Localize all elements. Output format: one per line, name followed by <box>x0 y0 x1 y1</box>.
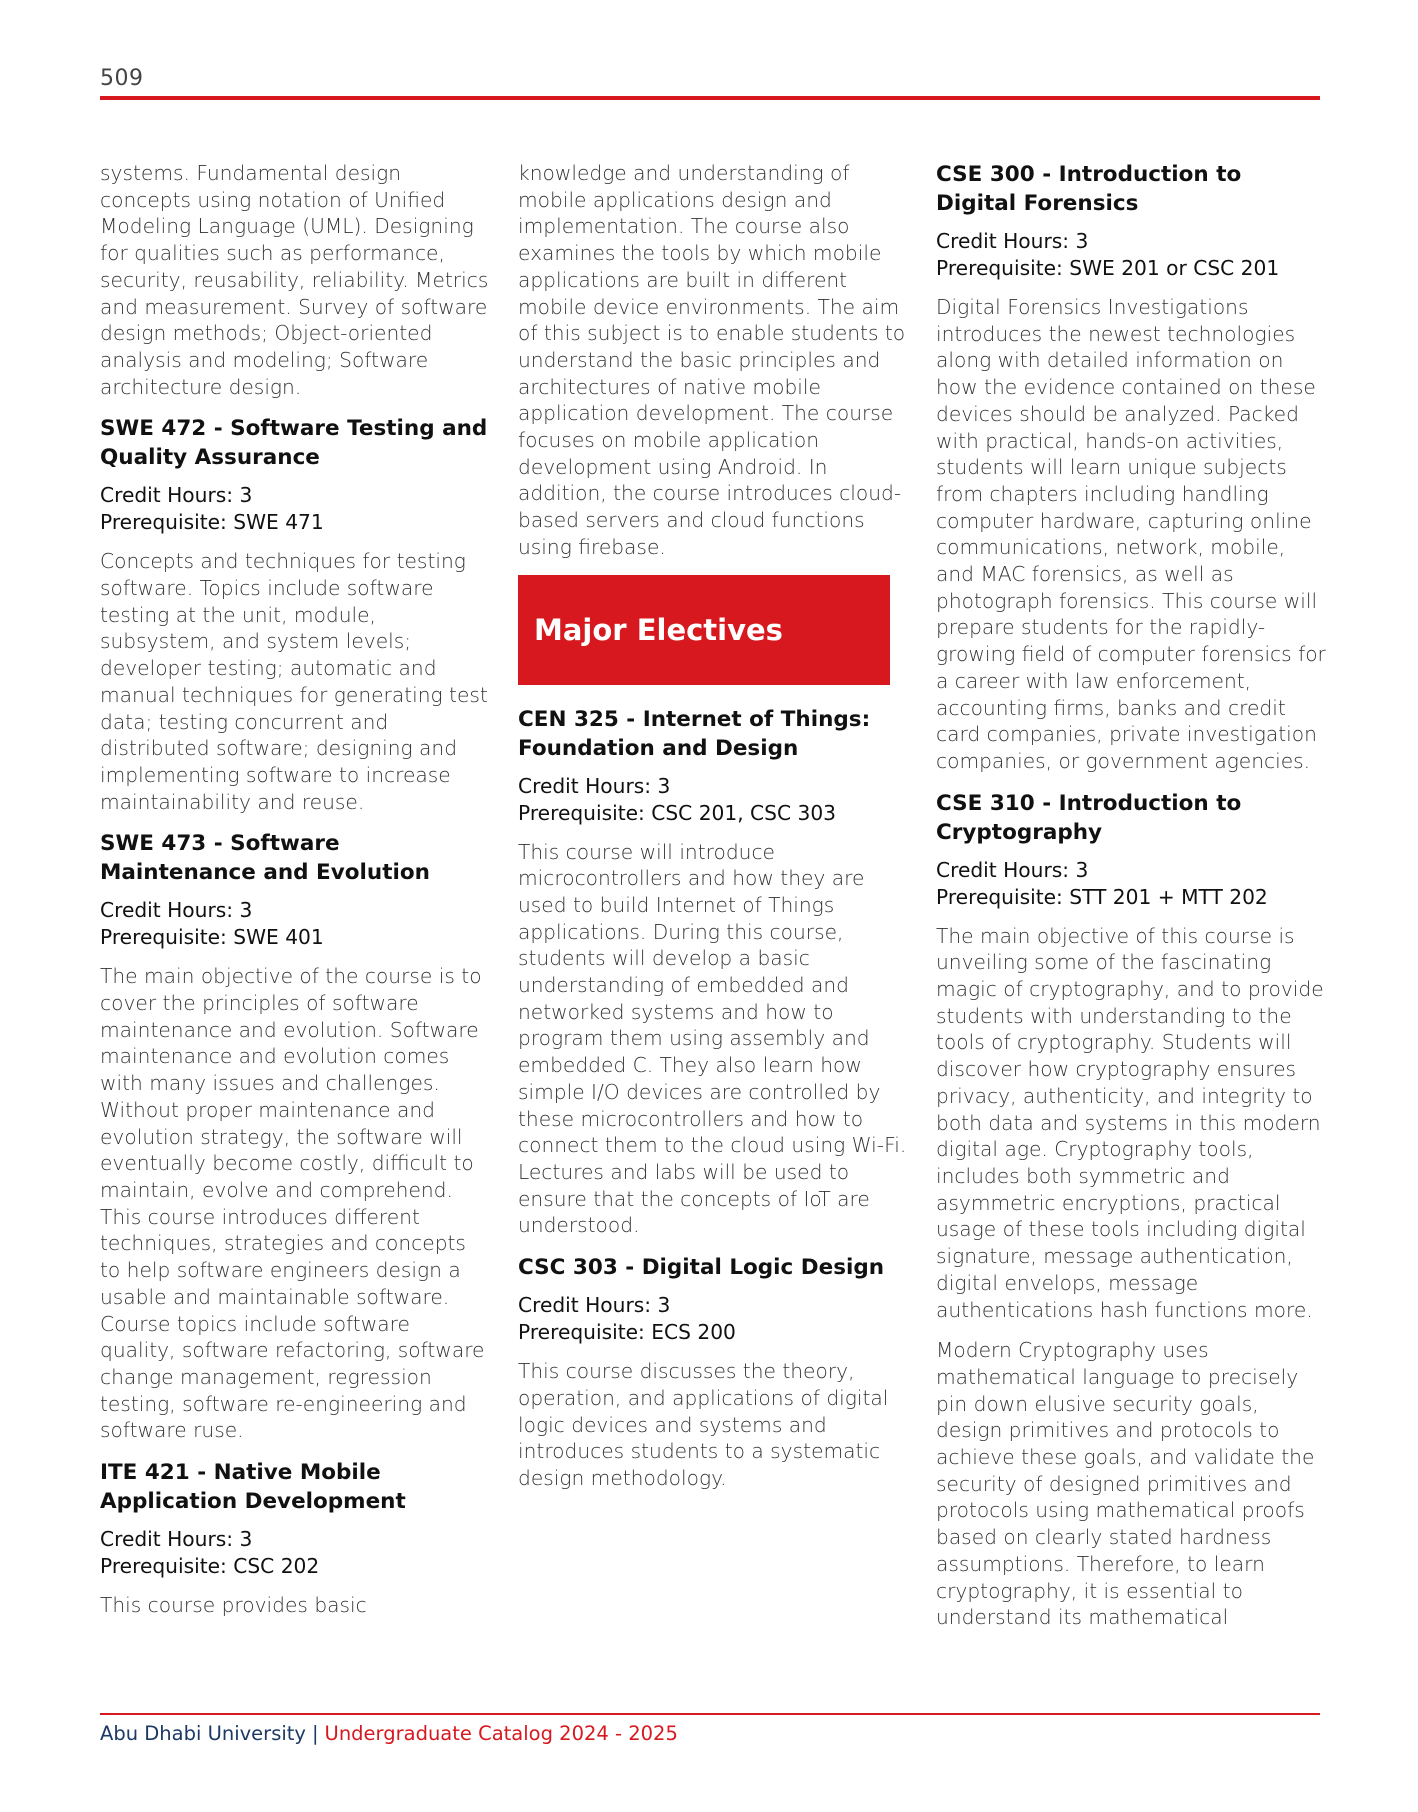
course-meta-ite421 <box>100 1526 490 1580</box>
course-title-ite421: ITE 421 - Native Mobile Application Development <box>100 1460 406 1515</box>
column-left <box>100 160 490 1633</box>
credit-hours: Credit Hours: 3 <box>518 1293 671 1318</box>
course-description-cen325: This course will introduce microcontrollers and how they are used to build Internet of Things applications. During this course, students will develop a basic understanding of embedded and networked systems and how to program them using assembly and embedded C. They also learn how simple I/O devices are controlled by these microcontrollers and how to connect them to the cloud using Wi-Fi. Lectures and labs will be used to ensure that the concepts of IoT are understood. <box>518 839 907 1238</box>
course-title-cse300: CSE 300 - Introduction to Digital Forensics <box>936 162 1242 216</box>
continued-paragraph: knowledge and understanding of mobile applications design and implementation. The course also examines the tools by which mobile applications are built in different mobile device environments. The aim of this subject is to enable students to understand the basic principles and architectures of native mobile application development. The course focuses on mobile application development using Android. In addition, the course introduces cloud-based servers and cloud functions using firebase. <box>518 161 906 559</box>
course-description-swe473: The main objective of the course is to cover the principles of software maintenance and evolution. Software maintenance and evolution comes with many issues and challenges. Without proper maintenance and evolution strategy, the software will eventually become costly, difficult to maintain, evolve and comprehend. This course introduces different techniques, strategies and concepts to help software engineers design a usable and maintainable software. Course topics include software quality, software refactoring, software change management, regression testing, software re-engineering and software ruse. <box>100 964 485 1443</box>
course-meta-cse300 <box>936 228 1326 282</box>
page-number: 509 <box>100 66 144 91</box>
course-meta-swe472 <box>100 482 490 536</box>
course-meta-cen325 <box>518 773 908 827</box>
course-title-swe472: SWE 472 - Software Testing and Quality Assurance <box>100 416 488 471</box>
credit-hours: Credit Hours: 3 <box>936 229 1089 253</box>
footer-divider <box>100 1713 1320 1715</box>
section-banner-major-electives: Major Electives <box>518 575 890 685</box>
credit-hours: Credit Hours: 3 <box>518 773 671 798</box>
column-middle <box>518 160 908 1506</box>
footer <box>100 1722 678 1745</box>
course-description-cse310-continued: Modern Cryptography uses mathematical language to precisely pin down elusive security goals, design primitives and protocols to achieve these goals, and validate the security of designed primitives and protocols using mathematical proofs based on clearly stated hardness assumptions. Therefore, to learn cryptography, it is essential to understand its mathematical <box>936 1338 1315 1630</box>
credit-hours: Credit Hours: 3 <box>100 483 253 508</box>
footer-university: Abu Dhabi University <box>100 1722 306 1745</box>
credit-hours: Credit Hours: 3 <box>100 898 253 923</box>
prerequisite: Prerequisite: ECS 200 <box>518 1320 736 1345</box>
course-meta-cse310 <box>936 857 1326 911</box>
course-title-csc303: CSC 303 - Digital Logic Design <box>518 1255 885 1281</box>
course-description-ite421: This course provides basic <box>100 1593 367 1618</box>
prerequisite: Prerequisite: SWE 471 <box>100 510 324 535</box>
footer-catalog: Undergraduate Catalog 2024 - 2025 <box>324 1722 678 1745</box>
course-description-csc303: This course discusses the theory, operation, and applications of digital logic devices and systems and introduces students to a systematic design methodology. <box>518 1359 889 1490</box>
course-description-swe472: Concepts and techniques for testing software. Topics include software testing at the unit, module, subsystem, and system levels; developer testing; automatic and manual techniques for generating test data; testing concurrent and distributed software; designing and implementing software to increase maintainability and reuse. <box>100 549 488 814</box>
course-title-cen325: CEN 325 - Internet of Things: Foundation and Design <box>518 706 871 761</box>
course-description-cse300: Digital Forensics Investigations introduces the newest technologies along with detailed information on how the evidence contained on these devices should be analyzed. Packed with practical, hands-on activities, students will learn unique subjects from chapters including handling computer hardware, capturing online communications, network, mobile, and MAC forensics, as well as photograph forensics. This course will prepare students for the rapidly-growing field of computer forensics for a career with law enforcement, accounting firms, banks and credit card companies, private investigation companies, or government agencies. <box>936 295 1326 773</box>
prerequisite: Prerequisite: STT 201 + MTT 202 <box>936 884 1268 909</box>
course-meta-swe473 <box>100 897 490 951</box>
course-meta-csc303 <box>518 1292 908 1346</box>
course-title-cse310: CSE 310 - Introduction to Cryptography <box>936 790 1242 845</box>
course-title-swe473: SWE 473 - Software Maintenance and Evolution <box>100 831 430 886</box>
prerequisite: Prerequisite: SWE 401 <box>100 925 324 950</box>
footer-separator: | <box>311 1722 319 1745</box>
continued-paragraph: systems. Fundamental design concepts using notation of Unified Modeling Language (UML). Designing for qualities such as performance, security, reusability, reliability. Metrics and measurement. Survey of software design methods; Object-oriented analysis and modeling; Software architecture design. <box>100 161 489 399</box>
prerequisite: Prerequisite: SWE 201 or CSC 201 <box>936 256 1280 280</box>
course-description-cse310: The main objective of this course is unveiling some of the fascinating magic of cryptography, and to provide students with understanding to the tools of cryptography. Students will discover how cryptography ensures privacy, authenticity, and integrity to both data and systems in this modern digital age. Cryptography tools, includes both symmetric and asymmetric encryptions, practical usage of these tools including digital signature, message authentication, digital envelops, message authentications hash functions more. <box>936 923 1324 1322</box>
credit-hours: Credit Hours: 3 <box>936 857 1089 882</box>
column-right <box>936 160 1326 1645</box>
prerequisite: Prerequisite: CSC 202 <box>100 1554 320 1579</box>
prerequisite: Prerequisite: CSC 201, CSC 303 <box>518 800 837 825</box>
header-divider <box>100 96 1320 100</box>
credit-hours: Credit Hours: 3 <box>100 1527 253 1552</box>
